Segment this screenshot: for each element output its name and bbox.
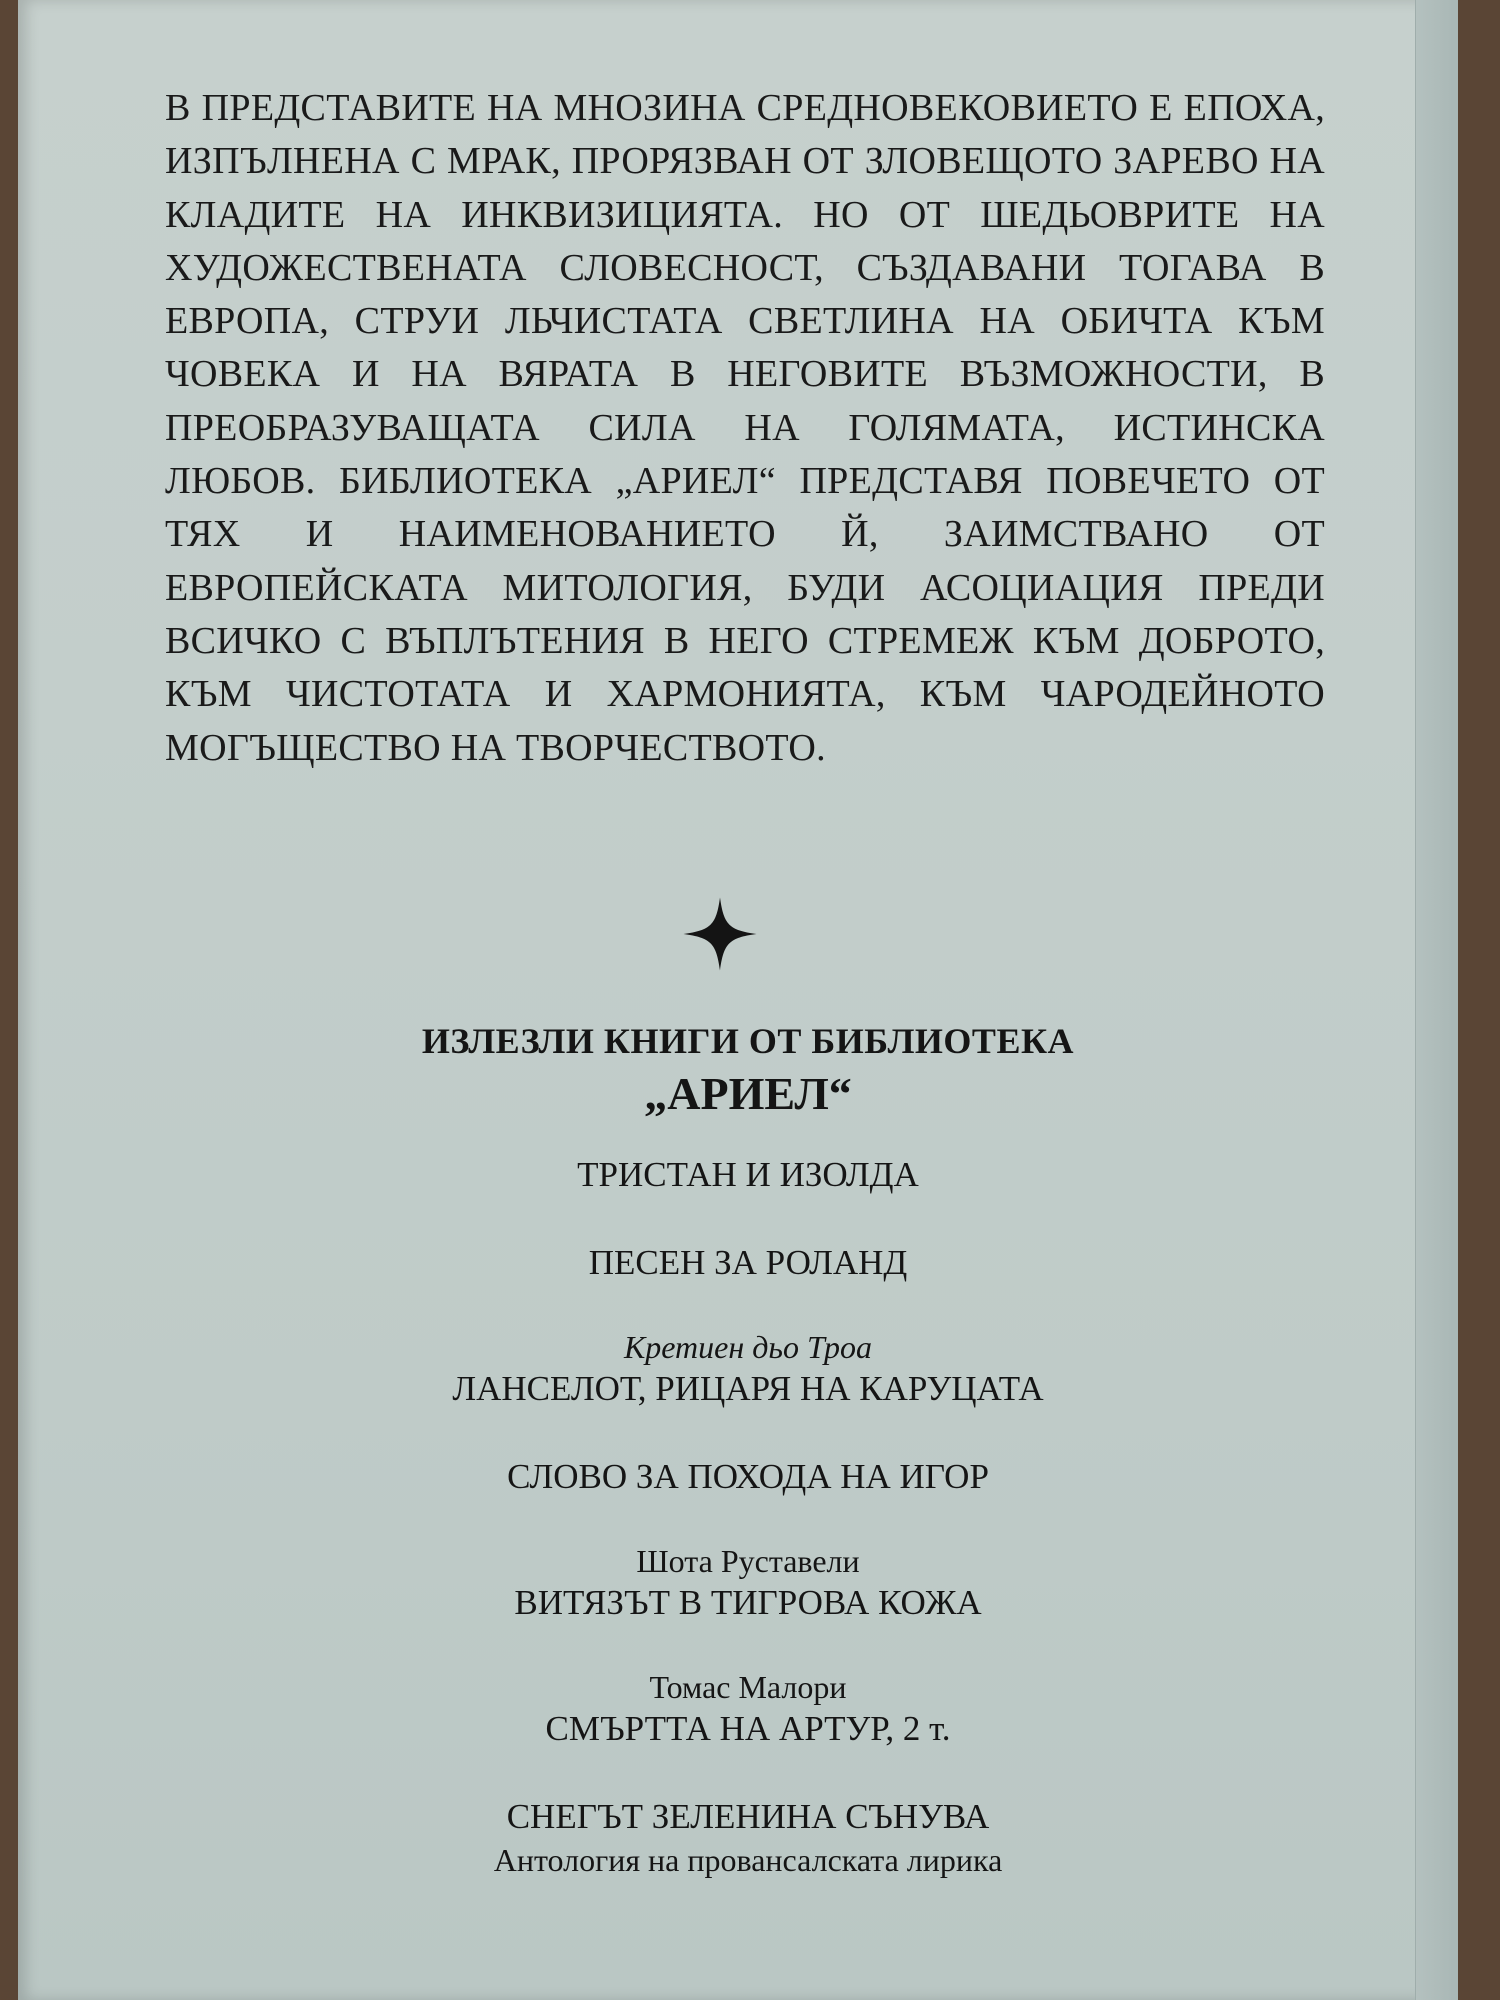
series-name: „АРИЕЛ“: [644, 1068, 852, 1119]
book-back-cover: [18, 0, 1458, 2000]
book-author: Кретиен дьо Троа: [624, 1329, 872, 1365]
catalog-section: [148, 1018, 1348, 1922]
book-title: ВИТЯЗЪТ В ТИГРОВА КОЖА: [514, 1583, 982, 1622]
book-author: Томас Малори: [649, 1669, 847, 1705]
book-entry: [148, 1668, 1348, 1752]
book-author: Шота Руставели: [636, 1543, 860, 1579]
catalog-heading: ИЗЛЕЗЛИ КНИГИ ОТ БИБЛИОТЕКА: [421, 1021, 1075, 1061]
intro-paragraph: В ПРЕДСТАВИТЕ НА МНОЗИНА СРЕДНОВЕКОВИЕТО Е ЕПОХА, ИЗПЪЛНЕНА С МРАК, ПРОРЯЗВАН ОТ ЗЛОВЕЩОТО ЗАРЕВО НА КЛАДИТЕ НА ИНКВИЗИЦИЯТА. НО ОТ ШЕДЬОВРИТЕ НА ХУДОЖЕСТВЕНАТА СЛОВЕСНОСТ, СЪЗДАВАНИ ТОГАВА В ЕВРОПА, СТРУИ ЛЬЧИСТАТА СВЕТЛИНА НА ОБИЧТА КЪМ ЧОВЕКА И НА ВЯРАТА В НЕГОВИТЕ ВЪЗМОЖНОСТИ, В ПРЕОБРАЗУВАЩАТА СИЛА НА ГОЛЯМАТА, ИСТИНСКА ЛЮБОВ. БИБЛИОТЕКА „АРИЕЛ“ ПРЕДСТАВЯ ПОВЕЧЕТО ОТ ТЯХ И НАИМЕНОВАНИЕТО Й, ЗАИМСТВАНО ОТ ЕВРОПЕЙСКАТА МИТОЛОГИЯ, БУДИ АСОЦИАЦИЯ ПРЕДИ ВСИЧКО С ВЪПЛЪТЕНИЯ В НЕГО СТРЕМЕЖ КЪМ ДОБРОТО, КЪМ ЧИСТОТАТА И ХАРМОНИЯТА, КЪМ ЧАРОДЕЙНОТО МОГЪЩЕСТВО НА ТВОРЧЕСТВОТО.: [165, 87, 1325, 769]
book-entry: [148, 1240, 1348, 1286]
book-title: СЛОВО ЗА ПОХОДА НА ИГОР: [507, 1457, 989, 1496]
book-title: ЛАНСЕЛОТ, РИЦАРЯ НА КАРУЦАТА: [452, 1369, 1044, 1408]
page-edge: [1415, 0, 1458, 2000]
book-title: ТРИСТАН И ИЗОЛДА: [577, 1155, 919, 1194]
book-entry: [148, 1328, 1348, 1412]
four-point-star-icon: [682, 896, 758, 972]
book-entry: [148, 1152, 1348, 1198]
book-entry: [148, 1454, 1348, 1500]
book-entry: [148, 1794, 1348, 1880]
book-title: СМЪРТТА НА АРТУР, 2 т.: [545, 1709, 951, 1748]
book-entry: [148, 1542, 1348, 1626]
book-subtitle: Антология на провансалската лирика: [493, 1842, 1003, 1878]
book-title: СНЕГЪТ ЗЕЛЕНИНА СЪНУВА: [506, 1797, 990, 1836]
book-title: ПЕСЕН ЗА РОЛАНД: [588, 1243, 908, 1282]
